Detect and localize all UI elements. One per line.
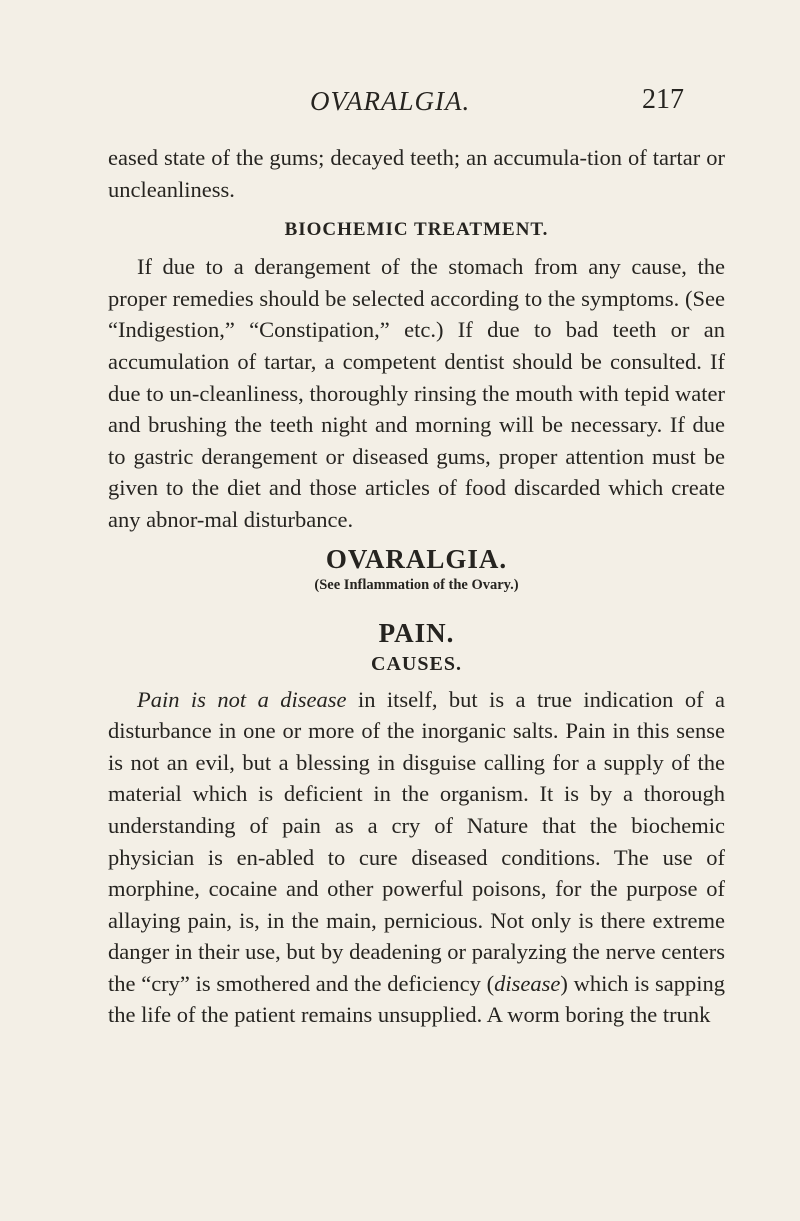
running-head: OVARALGIA.: [310, 86, 471, 116]
paragraph-text-part1: in itself, but is a true indication of a disturbance in one or more of the inorganic salts. Pain in this sense is not an evil, but a blessing in disguise calling for a supply of the material which is deficient in the organism. It is by a thorough understanding of pain as a cry of Nature that the biochemic physician is en-abled to cure diseased conditions. The use of morphine, cocaine and other powerful poisons, for the purpose of allaying pain, is, in the main, pernicious. Not only is there extreme danger in their use, but by deadening or paralyzing the nerve centers the “cry” is smothered and the deficiency (: [108, 686, 725, 996]
section-heading-biochemic-treatment: BIOCHEMIC TREATMENT.: [284, 219, 549, 241]
paragraph-text-part2: ) which is sapping the life of the patient remains unsupplied. A worm boring the trunk: [108, 970, 725, 1028]
italic-lead-phrase: Pain is not a disease: [137, 686, 347, 712]
text-block: [108, 142, 725, 1031]
biochemic-treatment-paragraph: If due to a derangement of the stomach from any cause, the proper remedies should be selected according to the symptoms. (See “Indigestion,” “Constipation,” etc.) If due to bad teeth or an accumulation of tartar, a competent dentist should be consulted. If due to un-cleanliness, thoroughly rinsing the mouth with tepid water and brushing the teeth night and morning will be necessary. If due to gastric derangement or diseased gums, proper attention must be given to the diet and those articles of food discarded which create any abnor-mal disturbance.: [108, 254, 725, 532]
page-number: 217: [642, 84, 684, 115]
section-heading-ovaralgia: OVARALGIA.: [325, 543, 508, 574]
pain-causes-paragraph: [108, 684, 725, 1032]
italic-disease-word: disease: [494, 970, 561, 996]
subheading-causes: CAUSES.: [371, 652, 462, 675]
section-heading-pain: PAIN.: [378, 617, 455, 648]
cross-reference-note: (See Inflammation of the Ovary.): [314, 576, 519, 593]
continuation-paragraph: eased state of the gums; decayed teeth; an accumula-tion of tartar or uncleanliness.: [108, 145, 725, 202]
